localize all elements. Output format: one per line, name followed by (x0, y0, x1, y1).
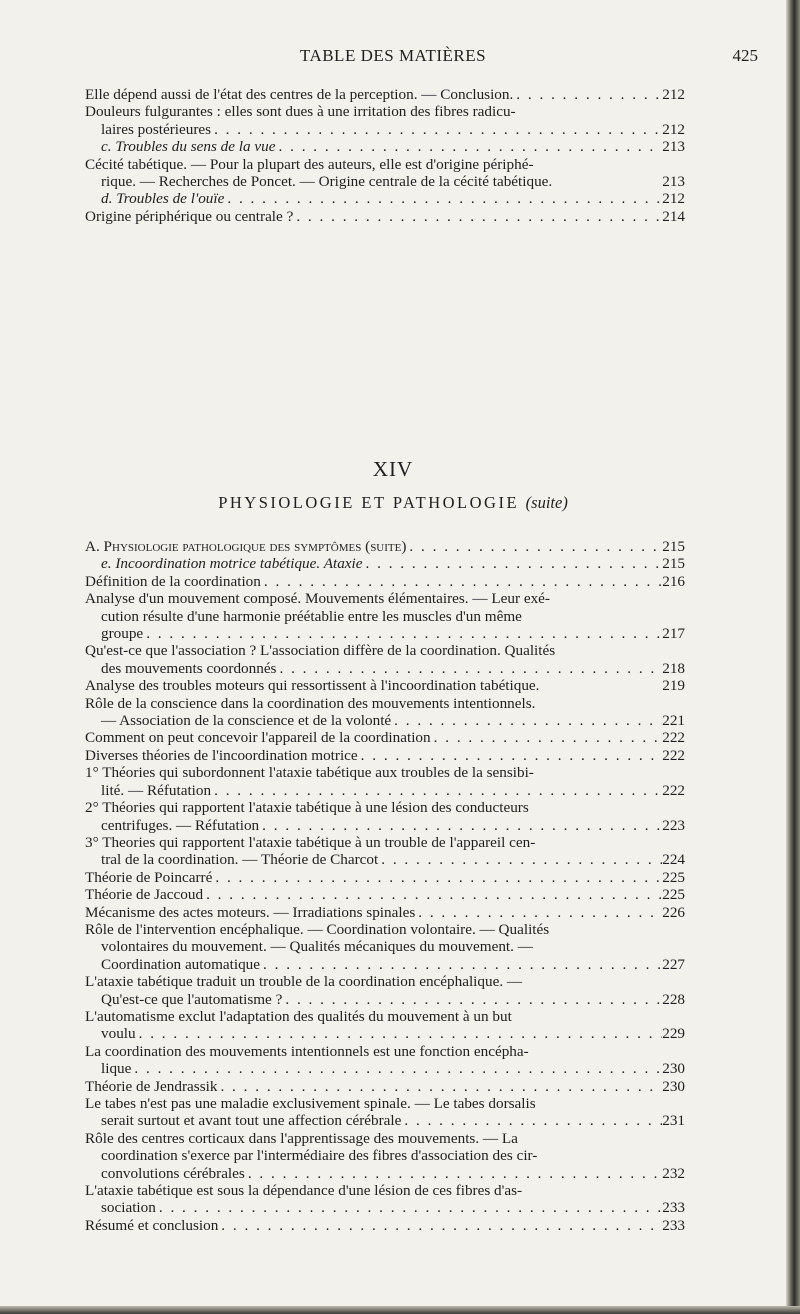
toc-entry: Le tabes n'est pas une maladie exclusivement spinale. — Le tabes dorsalis serait surtout et avant tout une affection cérébrale . . . 231 (85, 1095, 685, 1130)
page-number: 425 (732, 46, 758, 65)
toc-entry: 2° Théories qui rapportent l'ataxie tabétique à une lésion des conducteurs centrifuges. — Réfutation . . . 223 (85, 799, 685, 834)
toc-entry: Rôle des centres corticaux dans l'apprentissage des mouvements. — La coordination s'exerce par l'intermédiaire des fibres d'association des cir- convolutions cérébrales . . . 232 (85, 1130, 685, 1182)
toc-entry: L'ataxie tabétique est sous la dépendance d'une lésion de ces fibres d'as- sociation . . . 233 (85, 1182, 685, 1217)
toc-entry: 1° Théories qui subordonnent l'ataxie tabétique aux troubles de la sensibi- lité. — Réfutation . . . 222 (85, 764, 685, 799)
toc-entry: L'ataxie tabétique traduit un trouble de la coordination encéphalique. — Qu'est-ce que l'automatisme ? . . . 228 (85, 973, 685, 1008)
toc-entry: Théorie de Jaccoud . . . 225 (85, 886, 685, 903)
toc-entry: Analyse d'un mouvement composé. Mouvements élémentaires. — Leur exé- cution résulte d'une harmonie préétablie entre les muscles d'un même groupe . . . 217 (85, 590, 685, 642)
toc-entry: L'automatisme exclut l'adaptation des qualités du mouvement à un but voulu . . . 229 (85, 1008, 685, 1043)
toc-top-section (85, 86, 685, 225)
toc-entry: Définition de la coordination . . . 216 (85, 573, 685, 590)
toc-entry: Elle dépend aussi de l'état des centres de la perception. — Conclusion. . . . 212 (85, 86, 685, 103)
chapter-title: PHYSIOLOGIE ET PATHOLOGIE (suite) (218, 493, 568, 512)
page-bottom-edge (0, 1306, 800, 1314)
toc-entry: c. Troubles du sens de la vue . . . 213 (85, 138, 685, 155)
toc-entry: Rôle de la conscience dans la coordination des mouvements intentionnels. — Association de la conscience et de la volonté . . . 221 (85, 695, 685, 730)
running-head-title: TABLE DES MATIÈRES (299, 46, 487, 65)
toc-entry: Douleurs fulgurantes : elles sont dues à une irritation des fibres radicu- laires postérieures . . . 212 (85, 103, 685, 138)
toc-entry: Origine périphérique ou centrale ? . . . 214 (85, 208, 685, 225)
toc-entry: Analyse des troubles moteurs qui ressortissent à l'incoordination tabétique. 219 (85, 677, 685, 695)
toc-entry: 3° Theories qui rapportent l'ataxie tabétique à un trouble de l'appareil cen- tral de la coordination. — Théorie de Charcot . . . 224 (85, 834, 685, 869)
toc-entry: Théorie de Jendrassik . . . 230 (85, 1078, 685, 1095)
toc-entry: Qu'est-ce que l'association ? L'association diffère de la coordination. Qualités des mouvements coordonnés . . . 218 (85, 642, 685, 677)
toc-entry: Comment on peut concevoir l'appareil de la coordination . . . 222 (85, 729, 685, 746)
running-head (0, 46, 786, 70)
toc-entry: Rôle de l'intervention encéphalique. — Coordination volontaire. — Qualités volontaires du mouvement. — Qualités mécaniques du mouvement. — Coordination automatique . . . 227 (85, 921, 685, 973)
toc-entry: Théorie de Poincarré . . . 225 (85, 869, 685, 886)
toc-entry: d. Troubles de l'ouïe . . . 212 (85, 190, 685, 207)
toc-entry: e. Incoordination motrice tabétique. Ataxie . . . 215 (85, 555, 685, 572)
page-binding-edge (786, 0, 800, 1314)
toc-main-section (85, 538, 685, 1234)
toc-entry: Cécité tabétique. — Pour la plupart des auteurs, elle est d'origine périphé- rique. — Recherches de Poncet. — Origine centrale de la cécité tabétique. 213 (85, 155, 685, 191)
toc-entry: La coordination des mouvements intentionnels est une fonction encépha- lique . . . 230 (85, 1043, 685, 1078)
chapter-number: XIV (372, 457, 414, 481)
toc-entry: Résumé et conclusion . . . 233 (85, 1217, 685, 1234)
toc-entry: Mécanisme des actes moteurs. — Irradiations spinales . . . 226 (85, 904, 685, 921)
toc-entry: Diverses théories de l'incoordination motrice . . . 222 (85, 747, 685, 764)
toc-section-heading: A. Physiologie pathologique des symptômes (suite) . . . 215 (85, 538, 685, 555)
